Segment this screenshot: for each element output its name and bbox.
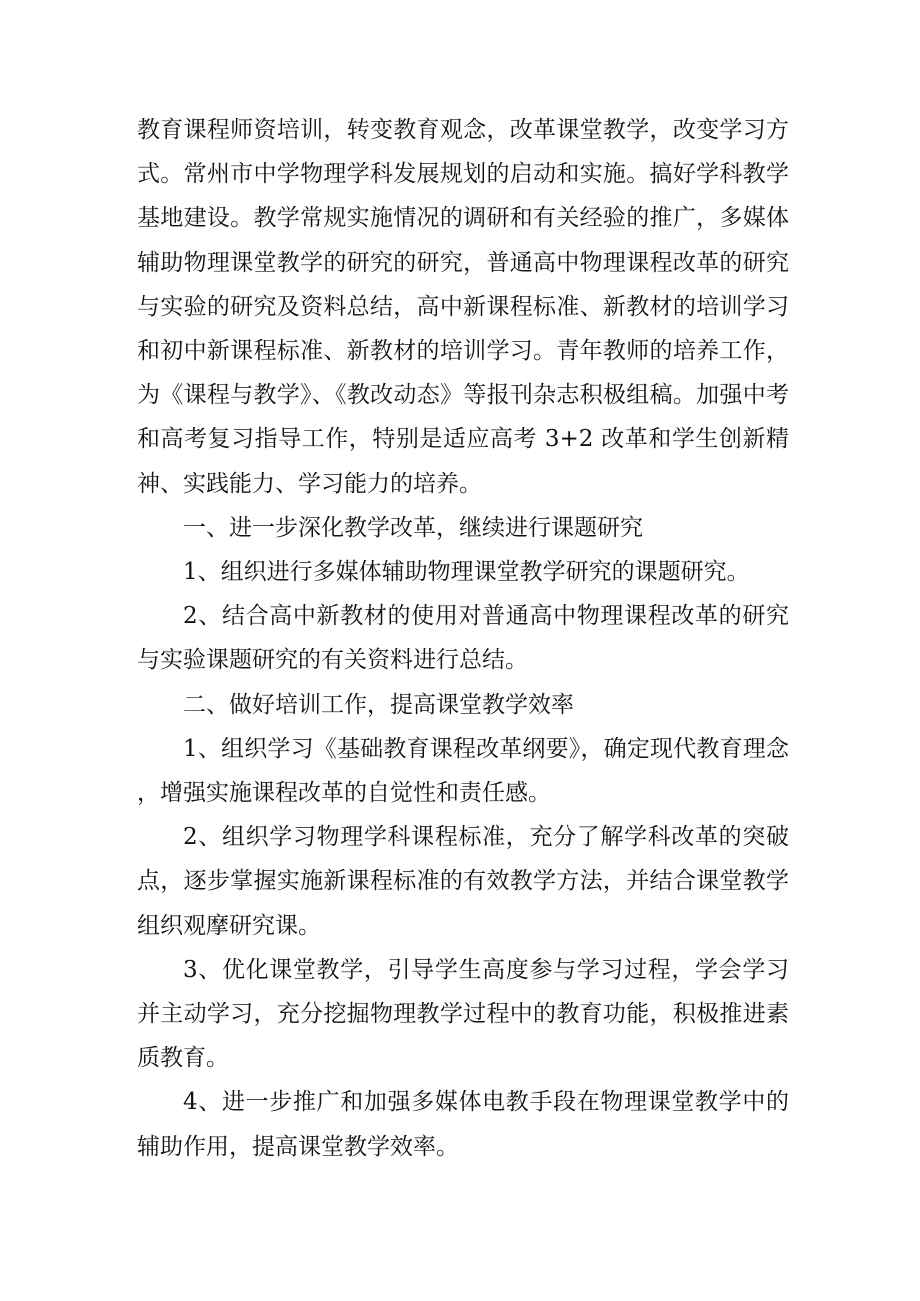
section-heading-2: 二、做好培训工作，提高课堂教学效率 [183, 691, 574, 718]
paragraph-continuation: 教育课程师资培训，转变教育观念，改革课堂教学，改变学习方式。常州市中学物理学科发展规划的启动和实施。搞好学科教学基地建设。教学常规实施情况的调研和有关经验的推广，多媒体辅助物理课堂教学的研究的研究，普通高中物理课程改革的研究与实验的研究及资料总结，高中新课程标准、新教材的培训学习和初中新课程标准、新教材的培训学习。青年教师的培养工作，为《课程与教学》、《教改动态》等报刊杂志积极组稿。加强中考和高考复习指导工作，特别是适应高考 3+2 改革和学生创新精神、实践能力、学习能力的培养。 [137, 117, 789, 497]
section-heading-1: 一、进一步深化教学改革，继续进行课题研究 [183, 514, 643, 541]
list-item-2-2: 2、组织学习物理学科课程标准，充分了解学科改革的突破点，逐步掌握实施新课程标准的有效教学方法，并结合课堂教学组织观摩研究课。 [137, 824, 789, 939]
list-item-1-1: 1、组织进行多媒体辅助物理课堂教学研究的课题研究。 [183, 559, 750, 586]
list-item-2-3: 3、优化课堂教学，引导学生高度参与学习过程，学会学习并主动学习，充分挖掘物理教学过程中的教育功能，积极推进素质教育。 [137, 956, 789, 1072]
list-item-2-1: 1、组织学习《基础教育课程改革纲要》，确定现代教育理念，增强实施课程改革的自觉性和责任感。 [137, 735, 789, 807]
list-item-1-2: 2、结合高中新教材的使用对普通高中物理课程改革的研究与实验课题研究的有关资料进行总结。 [137, 603, 789, 674]
list-item-2-4: 4、进一步推广和加强多媒体电教手段在物理课堂教学中的辅助作用，提高课堂教学效率。 [137, 1089, 789, 1160]
document-body [137, 108, 789, 1169]
